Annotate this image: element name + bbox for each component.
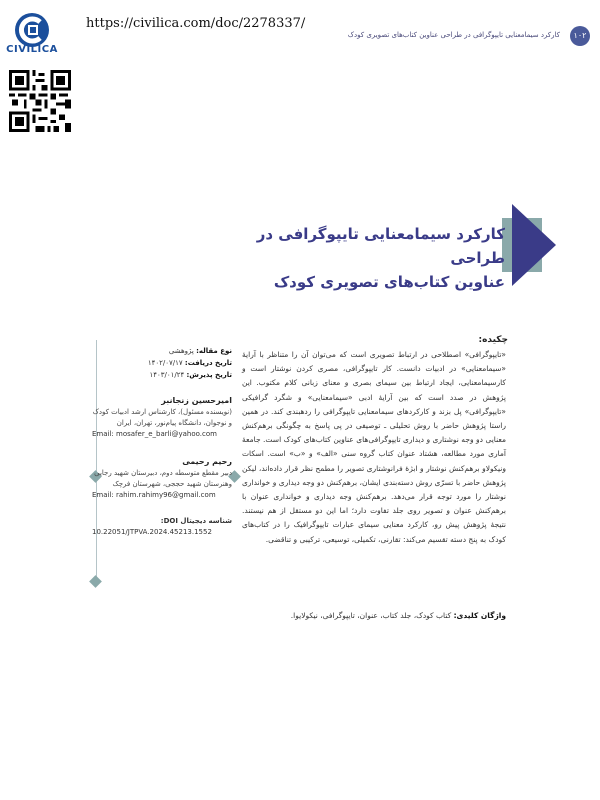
article-type: نوع مقاله: پژوهشی xyxy=(168,347,232,355)
title-decoration-icon xyxy=(498,204,556,286)
title-line-2: عناوین کتاب‌های تصویری کودک xyxy=(273,273,505,291)
running-header: کارکرد سیمامعنایی تایپوگرافی در طراحی عناوین کتاب‌های تصویری کودک xyxy=(347,31,560,39)
logo-text: CIVILICA xyxy=(6,44,58,55)
article-title xyxy=(205,222,505,294)
author-2-name: رحیم رحیمی xyxy=(182,457,232,466)
author-2-affiliation: دبیر مقطع متوسطه دوم، دبیرستان شهید رجایی وهنرستان شهید حججی، شهرستان فرچک xyxy=(94,469,232,488)
author-1-name: امیرحسین زنجانبر xyxy=(161,396,232,405)
received-date: تاریخ دریافت: ۱۴۰۲/۰۷/۱۷ xyxy=(147,359,232,367)
qr-code-icon xyxy=(9,70,71,132)
doi-value[interactable]: 10.22051/JTPVA.2024.45213.1552 xyxy=(92,528,212,536)
author-1-email[interactable]: Email: mosafer_e_barli@yahoo.com xyxy=(92,430,217,438)
author-1-affiliation: (نویسنده مسئول)، کارشناس ارشد ادبیات کودک و نوجوان، دانشگاه پیام‌نور، تهران، ایران xyxy=(92,408,232,427)
page-number-badge: ۱۰۲ xyxy=(570,26,590,46)
document-url[interactable]: https://civilica.com/doc/2278337/ xyxy=(86,16,306,31)
diamond-marker-icon xyxy=(89,575,102,588)
accepted-date: تاریخ پذیرش: ۱۴۰۳/۰۱/۲۴ xyxy=(149,371,232,379)
title-line-1: کارکرد سیمامعنایی تایپوگرافی در طراحی xyxy=(256,225,505,267)
article-metadata xyxy=(92,345,232,577)
keywords xyxy=(242,610,506,622)
keywords-label: واژگان کلیدی: xyxy=(453,611,506,620)
doi-label: شناسه دیجیتال DOI: xyxy=(160,517,232,525)
keywords-list: کتاب کودک، جلد کتاب، عنوان، تایپوگرافی، نیکولایوا. xyxy=(290,611,452,620)
author-2-email[interactable]: Email: rahim.rahimy96@gmail.com xyxy=(92,491,216,499)
abstract-text: «تایپوگرافی» اصطلاحی در ارتباط تصویری است که می‌توان آن را متناظر با آرایهٔ «سیمامعنایی» در ادبیات دانست. کار تایپوگرافی، مصری کردن نوشتار است و کارسیمامعنایی، ایجاد ارتباط بین سیمای بصری و معنای زبانی کلام مکتوب. این پژوهش در صدد است که بین آرایهٔ ادبی «سیمامعنایی» و شگرد گرافیکی «تایپوگرافی» پل بزند و کارکردهای سیمامعنایی تایپوگرافی را ردهبندی کند. در همین راستا پژوهش حاضر با روش تحلیلی ـ توصیفی در پی پاسخ به چگونگی برهم‌کنش معنایی دو وجه نوشتاری و دیداری تایپوگرافی‌های عناوین کتاب‌های کودک است. جامعهٔ آماری مورد مطالعه، هشتاد عنوان کتاب گروه سنی «الف» و «ب» است. اسکات ونیکولاو برهم‌کنش نوشتار و ابژهٔ فرانوشتاری تصویر را مطمح نظر قرار داده‌اند، لیکن پژوهش حاضر با تسرّی روش دسته‌بندی ایشان، برهم‌کنش دو وجه دیداری و خوانداری نوشتار را مورد توجه قرار می‌دهد. برهم‌کنش وجه دیداری و خوانداری عنوان با برهم‌کنش عنوان و تصویر روی جلد تفاوت دارد؛ اما این دو مستقل از هم نیستند. نتیجهٔ پژوهش پیش رو، کارکرد معنایی سیمای عبارات تایپوگرافیک را در کتاب‌های کودک به پنج دسته تقسیم می‌کند: تقارنی، تکمیلی، توسیعی، ترکیبی و تناقضی. xyxy=(242,350,506,544)
abstract-heading: چکیده: xyxy=(478,335,508,345)
